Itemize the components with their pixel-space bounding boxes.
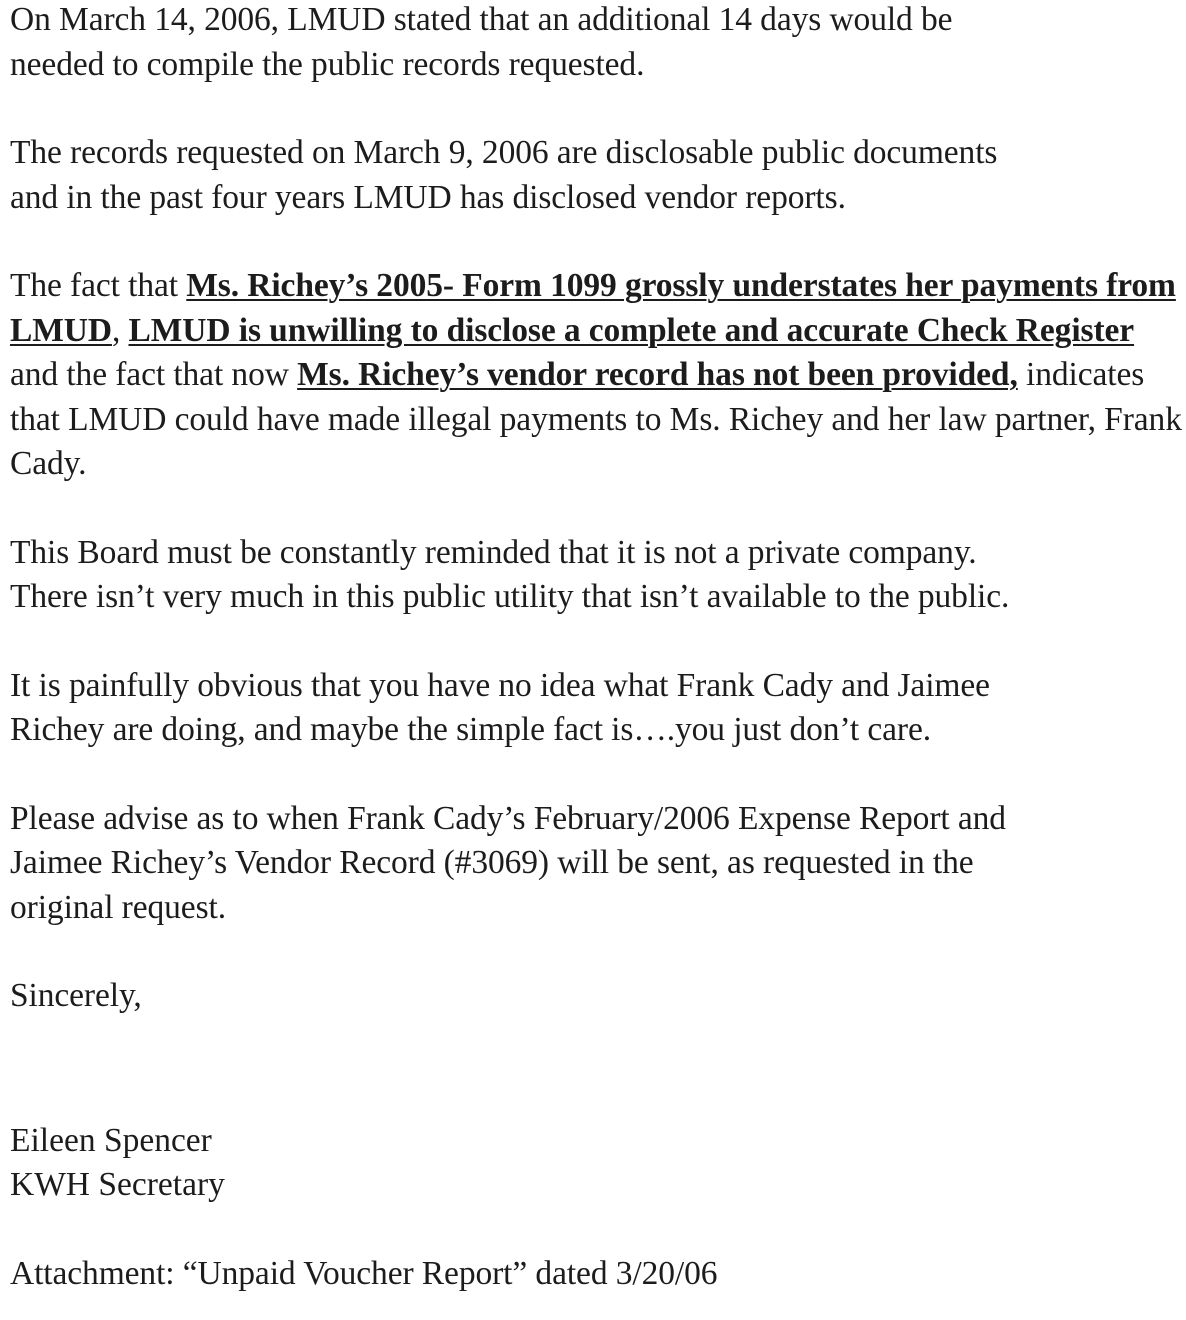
paragraph-disclosable-records: The records requested on March 9, 2006 are disclosable public documents and in the past four years LMUD has disclosed vendor reports.	[10, 134, 998, 216]
allegation-intro-text: The fact that	[10, 267, 187, 304]
emphasis-vendor-record: Ms. Richey’s vendor record has not been provided,	[297, 356, 1018, 393]
letter-page	[10, 0, 1182, 1296]
closing-salutation: Sincerely,	[10, 977, 142, 1014]
paragraph-obvious: It is painfully obvious that you have no idea what Frank Cady and Jaimee Richey are doing, and maybe the simple fact is….you just don’t care.	[10, 666, 990, 748]
paragraph-request: Please advise as to when Frank Cady’s February/2006 Expense Report and Jaimee Richey’s Vendor Record (#3069) will be sent, as requested in the original request.	[10, 799, 1006, 926]
signer-name: Eileen Spencer	[10, 1121, 212, 1159]
paragraph-allegations	[10, 264, 1182, 487]
paragraph-board-reminder: This Board must be constantly reminded that it is not a private company. There isn’t very much in this public utility that isn’t available to the public.	[10, 533, 1010, 615]
emphasis-check-register: LMUD is unwilling to disclose a complete and accurate Check Register	[128, 311, 1135, 349]
allegation-connector-text: and the fact that now	[10, 356, 298, 393]
signature-block	[10, 1119, 1182, 1208]
signer-title: KWH Secretary	[10, 1166, 225, 1203]
emphasis-form-1099: Ms. Richey’s 2005- Form 1099 grossly understates her payments from LMUD	[10, 267, 1176, 349]
allegation-separator-text: ,	[111, 311, 129, 349]
allegation-conclusion-text: indicates that LMUD could have made illegal payments to Ms. Richey and her law partner, Frank Cady.	[10, 356, 1182, 482]
attachment-line: Attachment: “Unpaid Voucher Report” dated 3/20/06	[10, 1254, 718, 1292]
paragraph-extension-notice: On March 14, 2006, LMUD stated that an additional 14 days would be needed to compile the public records requested.	[10, 1, 953, 83]
